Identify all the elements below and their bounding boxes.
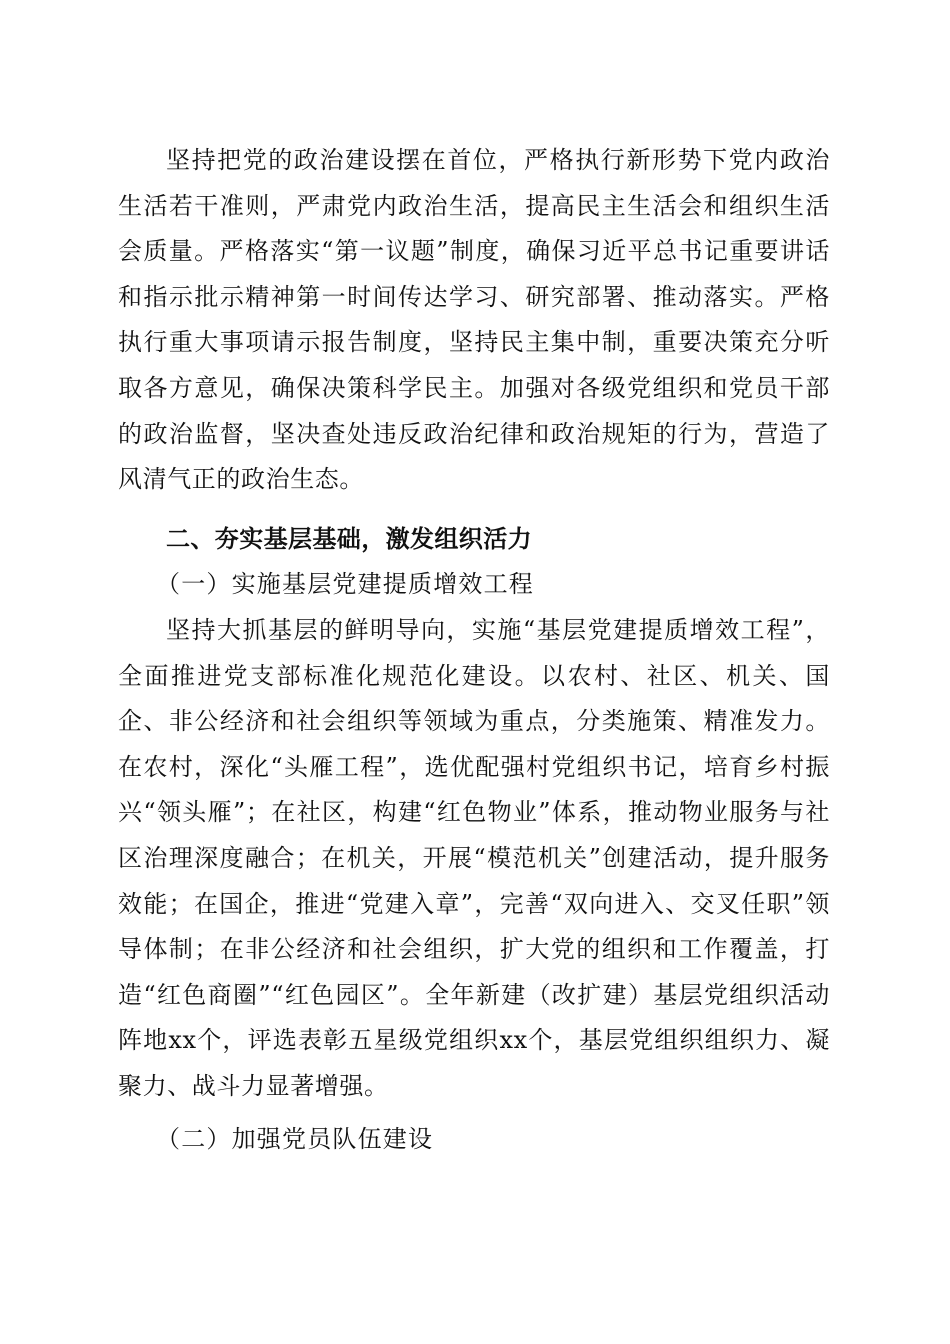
subsection-heading-party-members: （二）加强党员队伍建设 bbox=[156, 1125, 434, 1154]
document-body bbox=[118, 138, 830, 1163]
section-heading-grassroots: 二、夯实基层基础，激发组织活力 bbox=[166, 524, 532, 553]
subsection-heading-quality-improvement: （一）实施基层党建提质增效工程 bbox=[156, 570, 534, 599]
paragraph-grassroots-work: 坚持大抓基层的鲜明导向，实施“基层党建提质增效工程”，全面推进党支部标准化规范化建设。以农村、社区、机关、国企、非公经济和社会组织等领域为重点，分类施策、精准发力。在农村，深化“头雁工程”，选优配强村党组织书记，培育乡村振兴“领头雁”；在社区，构建“红色物业”体系，推动物业服务与社区治理深度融合；在机关，开展“模范机关”创建活动，提升服务效能；在国企，推进“党建入章”，完善“双向进入、交叉任职”领导体制；在非公经济和社会组织，扩大党的组织和工作覆盖，打造“红色商圈”“红色园区”。全年新建（改扩建）基层党组织活动阵地xx个，评选表彰五星级党组织xx个，基层党组织组织力、凝聚力、战斗力显著增强。 bbox=[118, 615, 830, 1100]
paragraph-political-building: 坚持把党的政治建设摆在首位，严格执行新形势下党内政治生活若干准则，严肃党内政治生活，提高民主生活会和组织生活会质量。严格落实“第一议题”制度，确保习近平总书记重要讲话和指示批示精神第一时间传达学习、研究部署、推动落实。严格执行重大事项请示报告制度，坚持民主集中制，重要决策充分听取各方意见，确保决策科学民主。加强对各级党组织和党员干部的政治监督，坚决查处违反政治纪律和政治规矩的行为，营造了风清气正的政治生态。 bbox=[118, 146, 830, 494]
